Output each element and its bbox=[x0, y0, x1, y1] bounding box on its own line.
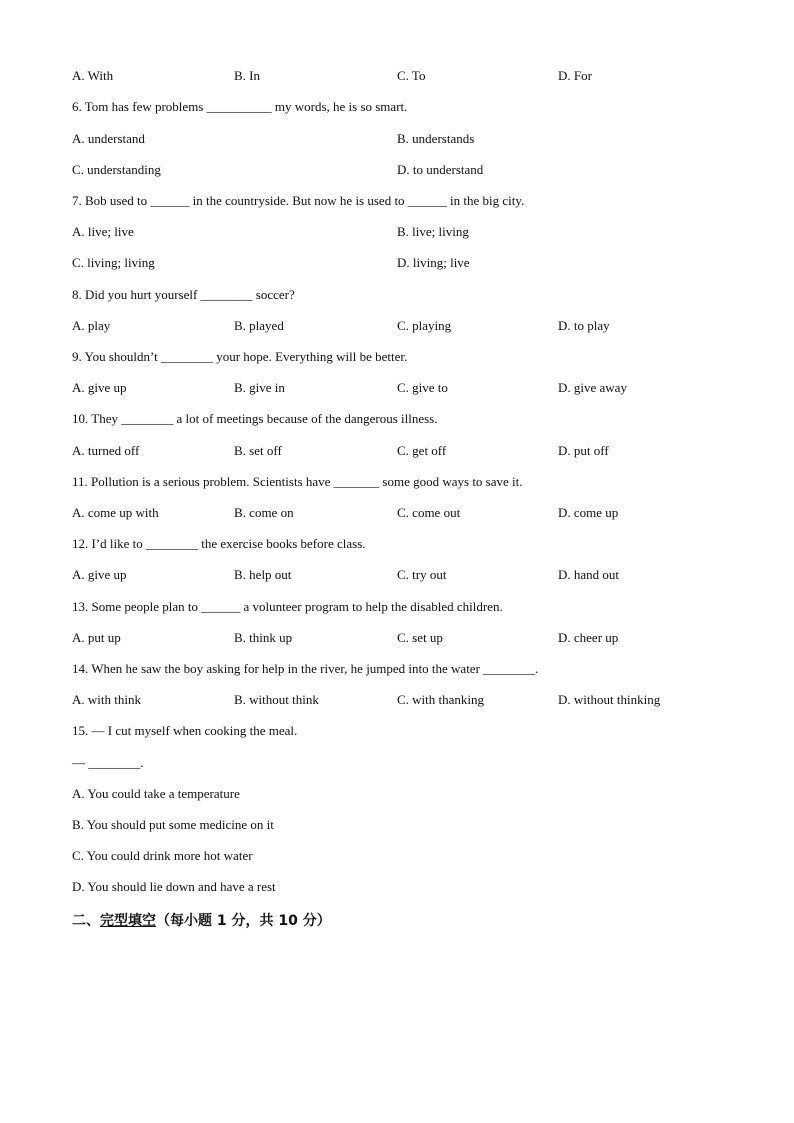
q10-option-c: C. get off bbox=[397, 443, 447, 458]
q5-option-b: B. In bbox=[234, 68, 260, 83]
q10-option-a: A. turned off bbox=[72, 443, 140, 458]
q8-option-b: B. played bbox=[234, 318, 284, 333]
q14-stem: 14. When he saw the boy asking for help in the river, he jumped into the water ________. bbox=[72, 661, 539, 676]
q11-option-d: D. come up bbox=[558, 505, 619, 520]
q9-option-a: A. give up bbox=[72, 380, 127, 395]
q7-option-b: B. live; living bbox=[397, 224, 469, 239]
q5-option-a: A. With bbox=[72, 68, 114, 83]
q7-option-c: C. living; living bbox=[72, 255, 155, 270]
section-title: 完型填空 bbox=[100, 913, 156, 929]
q9-option-d: D. give away bbox=[558, 380, 627, 395]
q6-option-d: D. to understand bbox=[397, 162, 484, 177]
q9-stem: 9. You shouldn’t ________ your hope. Everything will be better. bbox=[72, 349, 408, 364]
q11-option-a: A. come up with bbox=[72, 505, 159, 520]
q10-option-d: D. put off bbox=[558, 443, 609, 458]
q12-option-b: B. help out bbox=[234, 567, 292, 582]
q14-option-b: B. without think bbox=[234, 692, 319, 707]
q12-option-a: A. give up bbox=[72, 567, 127, 582]
q12-stem: 12. I’d like to ________ the exercise books before class. bbox=[72, 536, 366, 551]
q15-stem: 15. — I cut myself when cooking the meal. bbox=[72, 723, 298, 738]
q15-option-c: C. You could drink more hot water bbox=[72, 848, 253, 863]
q14-option-c: C. with thanking bbox=[397, 692, 485, 707]
q8-stem: 8. Did you hurt yourself ________ soccer? bbox=[72, 287, 295, 302]
q15-option-b: B. You should put some medicine on it bbox=[72, 817, 274, 832]
q11-stem: 11. Pollution is a serious problem. Scientists have _______ some good ways to save it. bbox=[72, 474, 523, 489]
q6-option-a: A. understand bbox=[72, 131, 145, 146]
q5-option-c: C. To bbox=[397, 68, 426, 83]
q13-option-a: A. put up bbox=[72, 630, 121, 645]
section-heading bbox=[72, 910, 331, 930]
q9-option-b: B. give in bbox=[234, 380, 285, 395]
q5-option-d: D. For bbox=[558, 68, 592, 83]
q6-option-b: B. understands bbox=[397, 131, 475, 146]
section-prefix: 二、 bbox=[72, 913, 100, 929]
q11-option-b: B. come on bbox=[234, 505, 294, 520]
q14-option-d: D. without thinking bbox=[558, 692, 661, 707]
q9-option-c: C. give to bbox=[397, 380, 448, 395]
q7-option-d: D. living; live bbox=[397, 255, 470, 270]
q6-stem: 6. Tom has few problems __________ my words, he is so smart. bbox=[72, 99, 408, 114]
q10-stem: 10. They ________ a lot of meetings because of the dangerous illness. bbox=[72, 411, 438, 426]
q8-option-a: A. play bbox=[72, 318, 111, 333]
section-note: （每小题 1 分，共 10 分） bbox=[156, 913, 331, 929]
q12-option-c: C. try out bbox=[397, 567, 447, 582]
q15-reply: — ________. bbox=[72, 755, 144, 770]
q10-option-b: B. set off bbox=[234, 443, 282, 458]
q14-option-a: A. with think bbox=[72, 692, 141, 707]
q13-option-d: D. cheer up bbox=[558, 630, 619, 645]
q15-option-d: D. You should lie down and have a rest bbox=[72, 879, 276, 894]
q13-option-b: B. think up bbox=[234, 630, 293, 645]
q11-option-c: C. come out bbox=[397, 505, 461, 520]
q8-option-d: D. to play bbox=[558, 318, 610, 333]
q13-stem: 13. Some people plan to ______ a volunteer program to help the disabled children. bbox=[72, 599, 503, 614]
q12-option-d: D. hand out bbox=[558, 567, 620, 582]
q6-option-c: C. understanding bbox=[72, 162, 161, 177]
q8-option-c: C. playing bbox=[397, 318, 452, 333]
q7-option-a: A. live; live bbox=[72, 224, 134, 239]
q15-option-a: A. You could take a temperature bbox=[72, 786, 240, 801]
q13-option-c: C. set up bbox=[397, 630, 443, 645]
q7-stem: 7. Bob used to ______ in the countryside. But now he is used to ______ in the big city. bbox=[72, 193, 525, 208]
